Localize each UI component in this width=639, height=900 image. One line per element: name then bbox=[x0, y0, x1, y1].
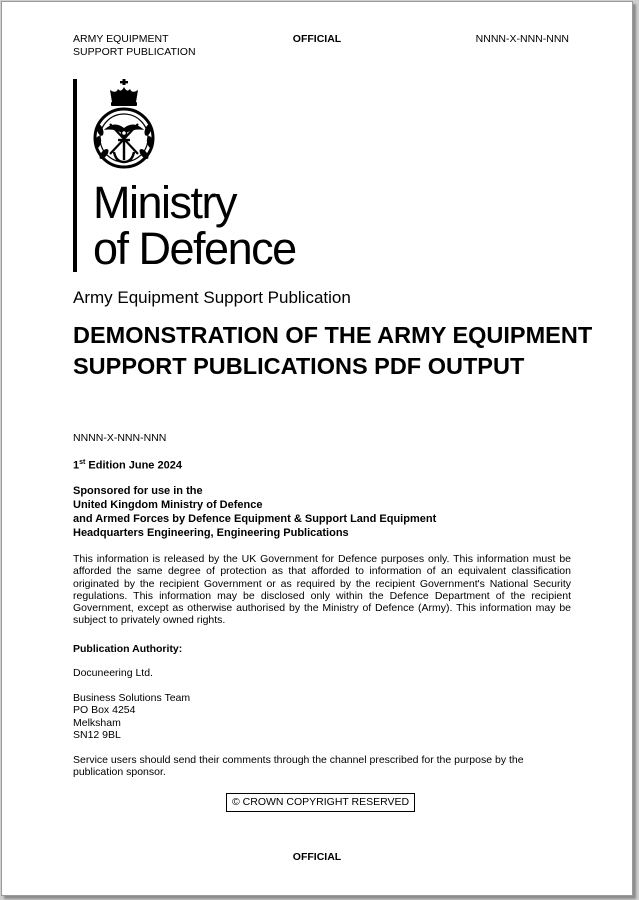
mod-wordmark bbox=[93, 177, 296, 274]
document-reference: NNNN-X-NNN-NNN bbox=[73, 432, 167, 444]
publication-authority-label: Publication Authority: bbox=[73, 643, 183, 655]
logo-vertical-rule bbox=[73, 79, 77, 272]
edition-date: Edition June 2024 bbox=[85, 459, 182, 472]
sponsor-line: and Armed Forces by Defence Equipment & Support Land Equipment bbox=[73, 513, 437, 525]
header-reference: NNNN-X-NNN-NNN bbox=[475, 33, 569, 45]
sponsor-line: Sponsored for use in the bbox=[73, 485, 203, 497]
header-left-line2: SUPPORT PUBLICATION bbox=[73, 46, 196, 58]
sponsor-line: Headquarters Engineering, Engineering Publications bbox=[73, 527, 349, 539]
address-line: Business Solutions Team bbox=[73, 692, 191, 704]
document-title: DEMONSTRATION OF THE ARMY EQUIPMENT SUPPORT PUBLICATIONS PDF OUTPUT bbox=[73, 322, 593, 379]
release-notice: This information is released by the UK Government for Defence purposes only. This information must be afforded the same degree of protection as that afforded to information of an equivalent classification originated by the recipient Government or as required by the recipient Government's National Security regulations. This information may be disclosed only within the Defence Department of the recipient Government, except as otherwise authorised by the Ministry of Defence (Army). This information may be subject to privately owned rights. bbox=[73, 553, 571, 627]
mod-wordmark-line2: of Defence bbox=[93, 223, 296, 274]
address-line: SN12 9BL bbox=[73, 728, 121, 741]
comments-instruction: Service users should send their comments through the channel prescribed for the purpose by the publication sponsor. bbox=[73, 754, 524, 779]
header-classification: OFFICIAL bbox=[292, 33, 342, 45]
edition-line bbox=[73, 457, 571, 472]
publication-authority-address bbox=[73, 692, 571, 741]
mod-crest-icon bbox=[88, 78, 160, 174]
header-left-line1: ARMY EQUIPMENT bbox=[73, 33, 169, 45]
sponsor-line: United Kingdom Ministry of Defence bbox=[73, 499, 263, 511]
mod-wordmark-line1: Ministry bbox=[93, 177, 236, 228]
crown-copyright-box: © CROWN COPYRIGHT RESERVED bbox=[226, 793, 415, 812]
edition-ordinal-suffix: st bbox=[79, 459, 86, 466]
edition-number: 1 bbox=[73, 459, 80, 472]
publication-authority-company: Docuneering Ltd. bbox=[73, 667, 153, 679]
address-line: Melksham bbox=[73, 716, 121, 729]
document-page bbox=[1, 1, 633, 896]
address-line: PO Box 4254 bbox=[73, 704, 136, 717]
publication-subtitle: Army Equipment Support Publication bbox=[73, 288, 351, 307]
sponsor-block bbox=[73, 484, 571, 540]
footer-classification: OFFICIAL bbox=[292, 851, 342, 863]
